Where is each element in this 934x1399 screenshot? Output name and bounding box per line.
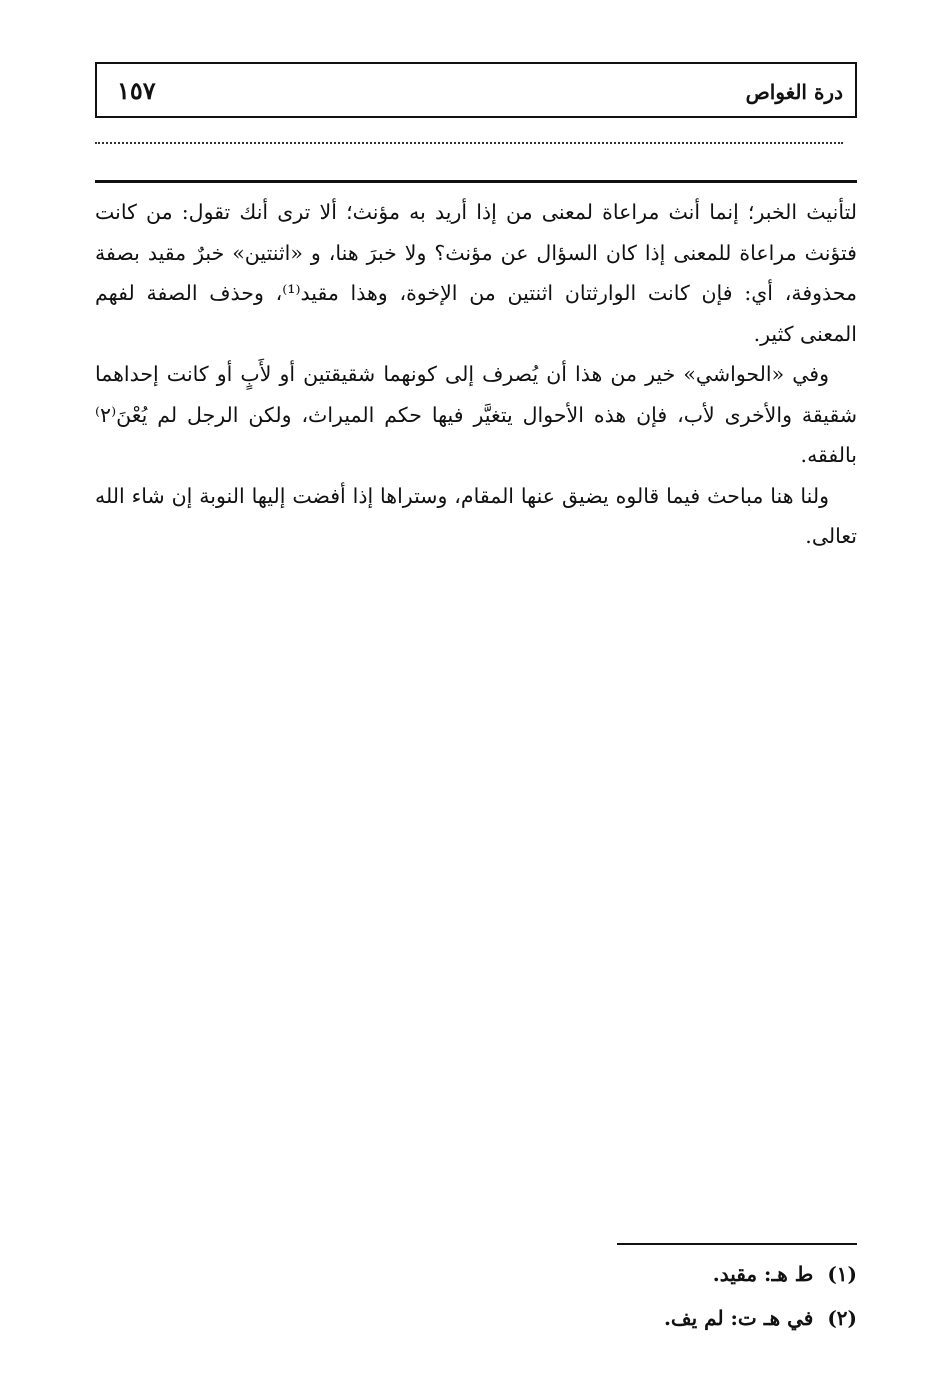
footnote — [400, 1252, 857, 1296]
footnote-number: (٢) — [827, 1306, 857, 1330]
footnote-separator — [617, 1243, 857, 1245]
paragraph: لتأنيث الخبر؛ إنما أنث مراعاة لمعنى من إذا أريد به مؤنث؛ ألا ترى أنك تقول: من كانت فتؤنث مراعاة للمعنى إذا كان السؤال عن مؤنث؟ ولا خبرَ هنا، و «اثنتين» خبرٌ مقيد بصفة محذوفة، أي: فإن كانت الوارثتان اثنتين من الإخوة، وهذا مقيد⁽¹⁾، وحذف الصفة لفهم المعنى كثير. — [95, 200, 857, 346]
footnote — [400, 1296, 857, 1340]
footnotes — [400, 1252, 857, 1340]
dotted-divider — [95, 142, 843, 144]
page-number: ١٥٧ — [117, 76, 156, 105]
footnote-number: (١) — [827, 1262, 857, 1286]
footnote-text: ط هـ: مقيد. — [712, 1262, 814, 1286]
footnote-text: في هـ ت: لم يف. — [663, 1306, 814, 1330]
main-text — [95, 192, 857, 557]
running-title: درة الغواص — [745, 80, 843, 104]
paragraph: وفي «الحواشي» خير من هذا أن يُصرف إلى كونهما شقيقتين أو لأَبٍ أو كانت إحداهما شقيقة والأخرى لأب، فإن هذه الأحوال يتغيَّر فيها حكم الميراث، ولكن الرجل لم يُعْنَ⁽٢⁾ بالفقه. — [95, 362, 857, 467]
text-top-rule — [95, 180, 857, 183]
paragraph: ولنا هنا مباحث فيما قالوه يضيق عنها المقام، وستراها إذا أفضت إليها النوبة إن شاء الله تعالى. — [95, 483, 857, 548]
running-header — [95, 62, 857, 118]
